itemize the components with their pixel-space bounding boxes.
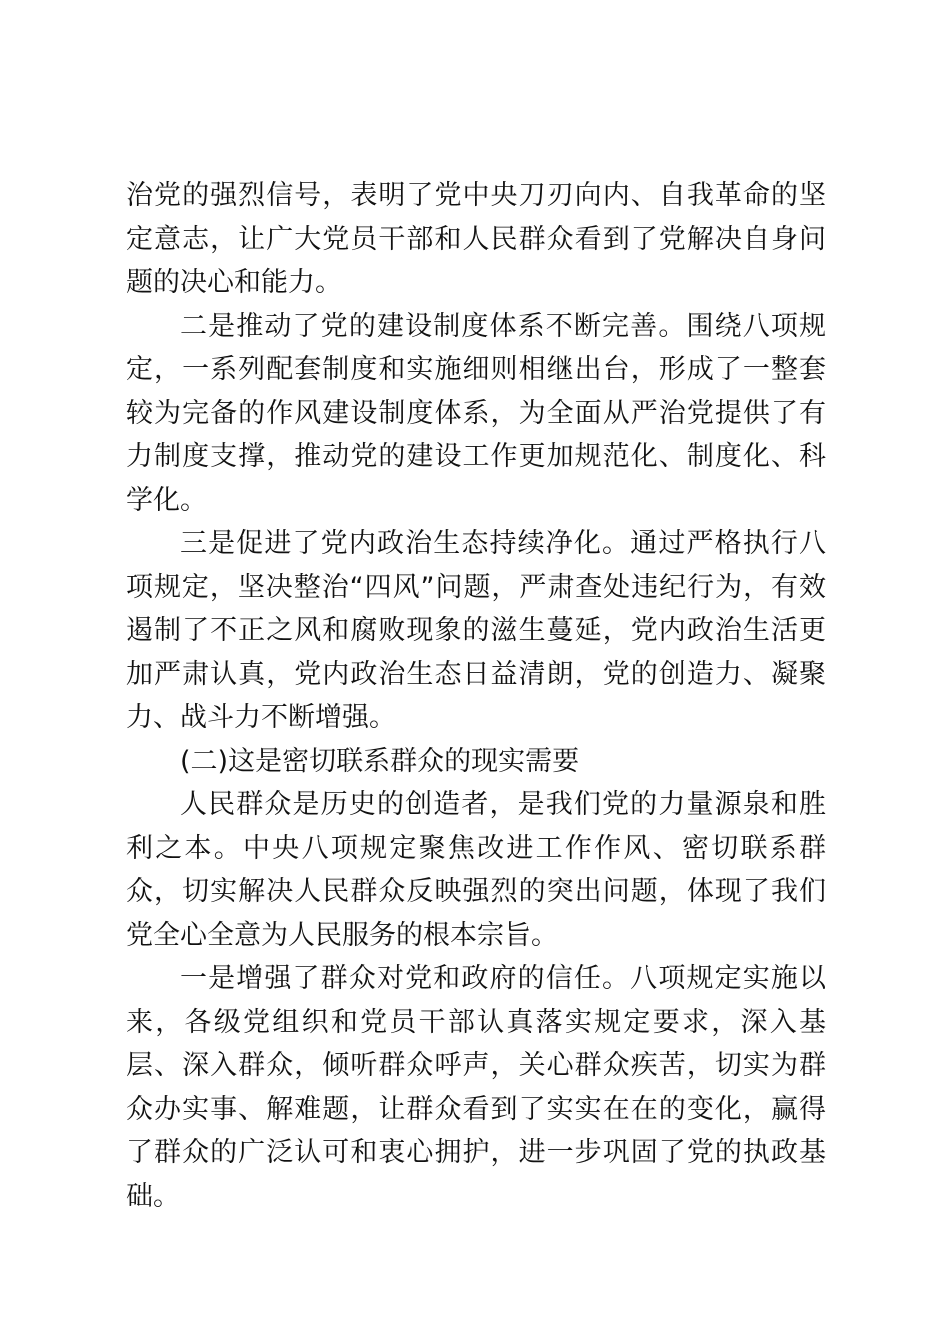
section-heading: (二)这是密切联系群众的现实需要 (180, 745, 580, 777)
paragraph-political-ecology: 三是促进了党内政治生态持续净化。通过严格执行八项规定，坚决整治“四风”问题，严肃查处违纪行为，有效遏制了不正之风和腐败现象的滋生蔓延，党内政治生活更加严肃认真，党内政治生态日益清朗，党的创造力、凝聚力、战斗力不断增强。 (126, 528, 826, 733)
paragraph-people-masses: 人民群众是历史的创造者，是我们党的力量源泉和胜利之本。中央八项规定聚焦改进工作作风、密切联系群众，切实解决人民群众反映强烈的突出问题，体现了我们党全心全意为人民服务的根本宗旨。 (126, 789, 826, 951)
paragraph-system-improvement: 二是推动了党的建设制度体系不断完善。围绕八项规定，一系列配套制度和实施细则相继出台，形成了一整套较为完备的作风建设制度体系，为全面从严治党提供了有力制度支撑，推动党的建设工作更加规范化、制度化、科学化。 (126, 310, 826, 516)
document-page (126, 174, 826, 1218)
paragraph-trust: 一是增强了群众对党和政府的信任。八项规定实施以来，各级党组织和党员干部认真落实规定要求，深入基层、深入群众，倾听群众呼声，关心群众疾苦，切实为群众办实事、解难题，让群众看到了实实在在的变化，赢得了群众的广泛认可和衷心拥护，进一步巩固了党的执政基础。 (126, 963, 826, 1212)
paragraph-continuation: 治党的强烈信号，表明了党中央刀刃向内、自我革命的坚定意志，让广大党员干部和人民群众看到了党解决自身问题的决心和能力。 (126, 180, 826, 298)
